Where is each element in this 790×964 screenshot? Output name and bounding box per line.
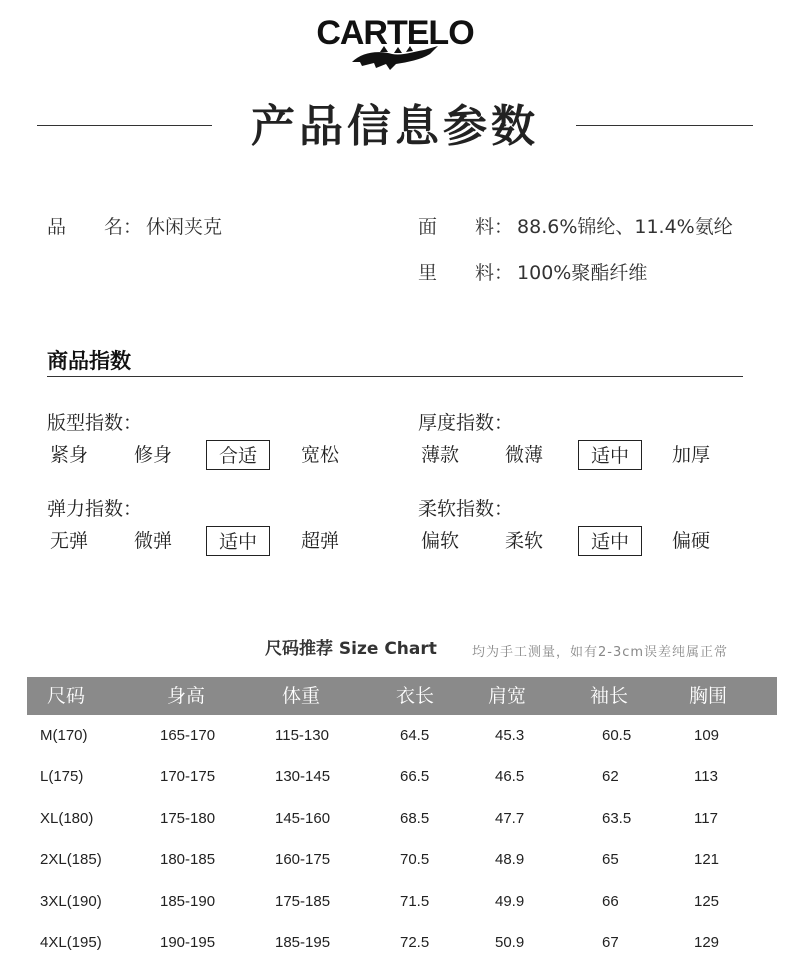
table-cell: 113	[694, 768, 718, 785]
table-cell: 46.5	[495, 768, 525, 785]
table-cell: 4XL(195)	[40, 934, 102, 951]
table-cell: 49.9	[495, 893, 525, 910]
column-header: 袖长	[589, 685, 628, 707]
index-option-elasticity-3: 超弹	[300, 530, 339, 552]
table-cell: 71.5	[400, 893, 430, 910]
section-rule	[47, 376, 743, 377]
info-name	[47, 212, 222, 239]
table-cell: 180-185	[160, 851, 216, 868]
index-label-fit: 版型指数：	[47, 412, 143, 434]
info-lining	[418, 258, 647, 285]
size-table-header	[27, 677, 777, 715]
table-cell: 121	[694, 851, 720, 868]
table-cell: 190-195	[160, 934, 216, 951]
table-cell: 60.5	[602, 727, 632, 744]
table-cell: 70.5	[400, 851, 430, 868]
table-cell: 117	[694, 810, 718, 827]
index-option-elasticity-0: 无弹	[49, 530, 88, 552]
table-cell: 45.3	[495, 727, 525, 744]
table-cell: 125	[694, 893, 720, 910]
info-fabric-key: 面 料：	[418, 216, 514, 238]
table-cell: 47.7	[495, 810, 525, 827]
table-cell: 175-180	[160, 810, 216, 827]
table-cell: 185-190	[160, 893, 216, 910]
index-option-fit-2-selected: 合适	[206, 440, 270, 470]
brand-name: CARTELO	[316, 14, 474, 52]
column-header: 胸围	[688, 685, 727, 707]
info-lining-value: 100%聚酯纤维	[517, 262, 648, 284]
table-cell: L(175)	[40, 768, 84, 785]
column-header: 体重	[281, 685, 320, 707]
table-cell: 160-175	[275, 851, 331, 868]
info-name-value: 休闲夹克	[146, 216, 223, 238]
table-cell: 3XL(190)	[40, 893, 102, 910]
table-cell: 129	[694, 934, 720, 951]
table-cell: 65	[602, 851, 619, 868]
index-label-thickness: 厚度指数：	[418, 412, 514, 434]
table-cell: 63.5	[602, 810, 632, 827]
table-cell: 109	[694, 727, 720, 744]
table-cell: 64.5	[400, 727, 430, 744]
index-option-elasticity-1: 微弹	[133, 530, 172, 552]
table-cell: 185-195	[275, 934, 331, 951]
table-cell: M(170)	[40, 727, 88, 744]
title-rule-left	[37, 125, 212, 126]
info-lining-key: 里 料：	[418, 262, 514, 284]
table-cell: 68.5	[400, 810, 430, 827]
crocodile-icon	[350, 44, 440, 74]
column-header: 衣长	[395, 685, 434, 707]
table-cell: 175-185	[275, 893, 331, 910]
index-option-fit-3: 宽松	[300, 444, 339, 466]
info-name-key: 品 名：	[47, 216, 143, 238]
index-option-softness-3: 偏硬	[671, 530, 710, 552]
table-cell: 2XL(185)	[40, 851, 102, 868]
section-title: 商品指数	[47, 349, 131, 373]
size-chart-note: 均为手工测量，如有2-3cm误差纯属正常	[472, 645, 729, 660]
column-header: 尺码	[46, 685, 85, 707]
index-label-elasticity: 弹力指数：	[47, 498, 143, 520]
table-cell: 130-145	[275, 768, 331, 785]
index-option-fit-0: 紧身	[49, 444, 88, 466]
index-option-elasticity-2-selected: 适中	[206, 526, 270, 556]
table-cell: 62	[602, 768, 619, 785]
index-option-thickness-3: 加厚	[671, 444, 710, 466]
info-fabric	[418, 212, 733, 239]
index-option-thickness-2-selected: 适中	[578, 440, 642, 470]
index-label-softness: 柔软指数：	[418, 498, 514, 520]
table-cell: 66.5	[400, 768, 430, 785]
table-cell: 50.9	[495, 934, 525, 951]
title-rule-right	[576, 125, 753, 126]
column-header: 身高	[166, 685, 205, 707]
table-cell: 67	[602, 934, 619, 951]
index-option-softness-1: 柔软	[504, 530, 543, 552]
info-fabric-value: 88.6%锦纶、11.4%氨纶	[517, 216, 733, 238]
table-cell: 48.9	[495, 851, 525, 868]
index-option-thickness-1: 微薄	[504, 444, 543, 466]
size-chart-title: 尺码推荐 Size Chart	[265, 639, 437, 659]
index-option-fit-1: 修身	[133, 444, 172, 466]
brand-logo	[300, 14, 490, 76]
table-cell: 66	[602, 893, 619, 910]
table-cell: 72.5	[400, 934, 430, 951]
table-cell: 115-130	[275, 727, 329, 744]
index-option-softness-0: 偏软	[420, 530, 459, 552]
column-header: 肩宽	[487, 685, 526, 707]
page-title: 产品信息参数	[251, 101, 539, 152]
index-option-thickness-0: 薄款	[420, 444, 459, 466]
table-cell: 170-175	[160, 768, 216, 785]
table-cell: 145-160	[275, 810, 331, 827]
table-cell: XL(180)	[40, 810, 94, 827]
index-option-softness-2-selected: 适中	[578, 526, 642, 556]
table-cell: 165-170	[160, 727, 216, 744]
